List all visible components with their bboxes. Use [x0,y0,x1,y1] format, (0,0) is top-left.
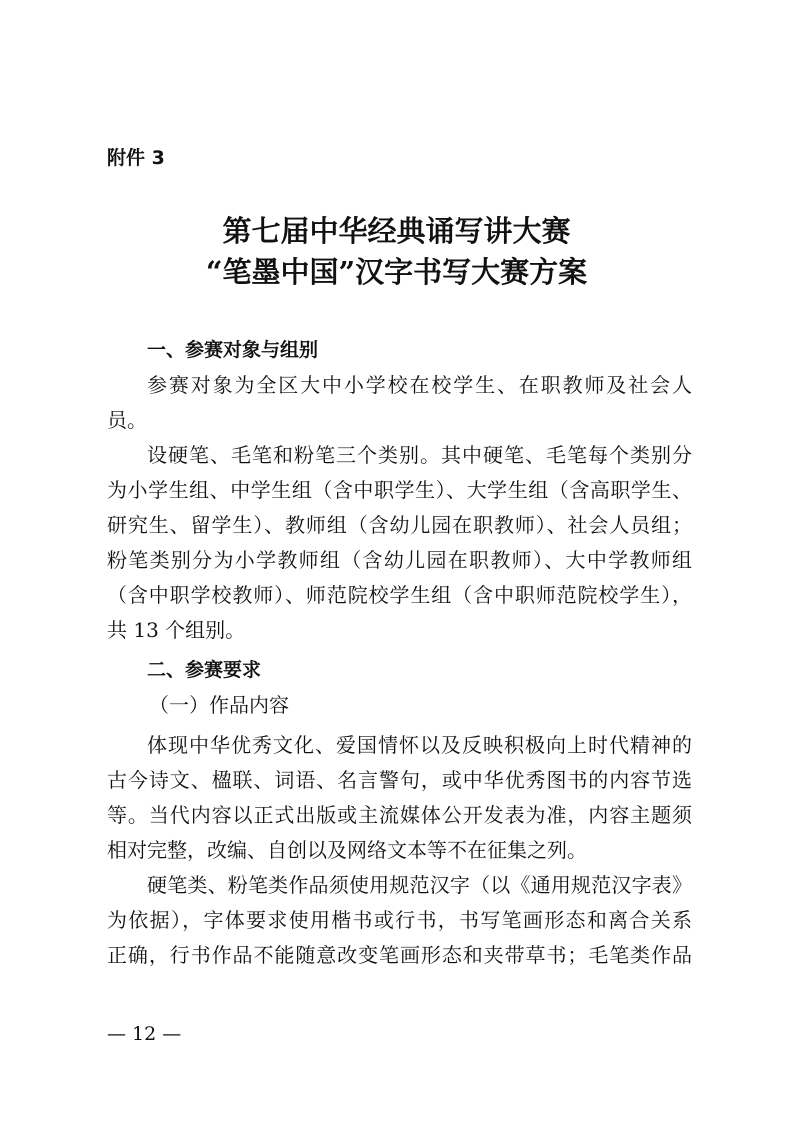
body-line: 参赛对象为全区大中小学校在校学生、在职教师及社会人 [147,373,692,397]
document-title-line-1: 第七届中华经典诵写讲大赛 [222,214,571,248]
body-line: 共 13 个组别。 [107,618,246,642]
body-line: 体现中华优秀文化、爱国情怀以及反映积极向上时代精神的 [147,733,692,757]
body-line: 相对完整，改编、自创以及网络文本等不在征集之列。 [107,838,587,862]
body-line: 古今诗文、楹联、词语、名言警句，或中华优秀图书的内容节选 [107,768,692,792]
body-line: 等。当代内容以正式出版或主流媒体公开发表为准，内容主题须 [107,803,692,827]
page-number: — 12 — [107,1023,182,1045]
body-line: 为小学生组、中学生组（含中职学生）、大学生组（含高职学生、 [107,478,692,502]
body-line: 正确，行书作品不能随意改变笔画形态和夹带草书；毛笔类作品 [107,943,692,967]
document-title-line-2: “笔墨中国”汉字书写大赛方案 [205,255,588,289]
section-heading-participants: 一、参赛对象与组别 [147,339,319,361]
section-heading-requirements: 二、参赛要求 [147,659,262,681]
subheading-content: （一）作品内容 [149,693,289,717]
attachment-label: 附件 3 [107,147,165,169]
body-line: 为依据），字体要求使用楷书或行书，书写笔画形态和离合关系 [107,908,692,932]
body-line: 硬笔类、粉笔类作品须使用规范汉字（以《通用规范汉字表》 [147,873,692,897]
body-line: 研究生、留学生）、教师组（含幼儿园在职教师）、社会人员组； [107,513,692,537]
body-line: （含中职学校教师）、师范院校学生组（含中职师范院校学生）， [107,583,692,607]
body-line: 粉笔类别分为小学教师组（含幼儿园在职教师）、大中学教师组 [107,548,692,572]
body-line: 员。 [107,408,147,432]
body-line: 设硬笔、毛笔和粉笔三个类别。其中硬笔、毛笔每个类别分 [147,443,692,467]
